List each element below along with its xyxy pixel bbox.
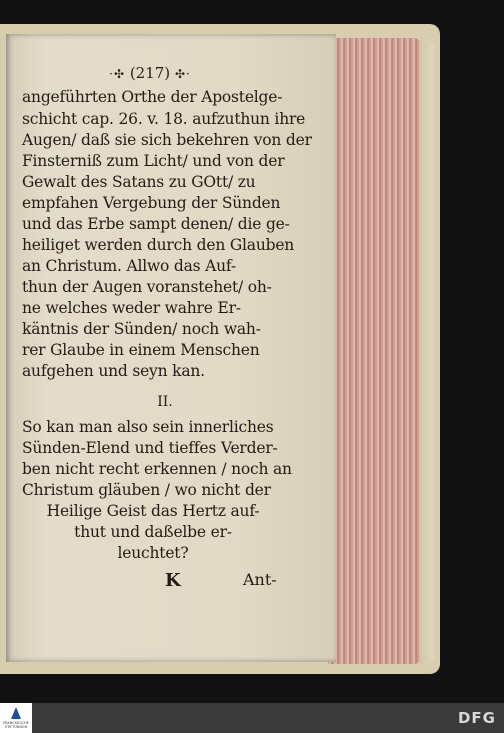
signature-mark: K [165,570,181,591]
page-header [80,64,220,82]
question-line: ben nicht recht erkennen / noch an [22,460,292,478]
question-line: So kan man also sein innerliches [22,418,274,436]
question-line: thut und daßelbe er- [74,523,232,541]
body-line: Augen/ daß sie sich bekehren von der [22,131,312,149]
body-line: Gewalt des Satans zu GOtt/ zu [22,173,256,191]
logo-icon [11,707,21,719]
question-line: Christum gläuben / wo nicht der [22,481,271,499]
question-line: Sünden-Elend und tieffes Verder- [22,439,278,457]
dfg-logo[interactable]: DFG [457,709,496,727]
body-line: angeführten Orthe der Apostelge- [22,88,283,106]
section-number: II. [157,394,173,410]
body-line: aufgehen und seyn kan. [22,362,205,380]
body-line: an Christum. Allwo das Auf- [22,257,236,275]
body-line: thun der Augen voranstehet/ oh- [22,278,272,296]
question-line: Heilige Geist das Hertz auf- [46,502,260,520]
logo-text: FRANCKESCHE STIFTUNGEN [3,721,29,729]
header-ornament-right-icon: ✣· [174,67,191,81]
body-line: und das Erbe sampt denen/ die ge- [22,215,290,233]
footer-bar [0,703,504,733]
body-line: rer Glaube in einem Menschen [22,341,260,359]
question-line: leuchtet? [117,544,189,562]
body-line: heiliget werden durch den Glauben [22,236,295,254]
franckesche-stiftungen-logo[interactable] [0,703,32,733]
body-line: käntnis der Sünden/ noch wah- [22,320,261,338]
catchword: Ant- [243,570,277,589]
body-line: schicht cap. 26. v. 18. aufzuthun ihre [22,110,306,128]
page-number: (217) [129,64,171,82]
body-line: Finsterniß zum Licht/ und von der [22,152,285,170]
header-ornament-left-icon: ·✣ [109,67,126,81]
body-line: empfahen Vergebung der Sünden [22,194,281,212]
page-fore-edge [328,38,420,664]
body-line: ne welches weder wahre Er- [22,299,241,317]
